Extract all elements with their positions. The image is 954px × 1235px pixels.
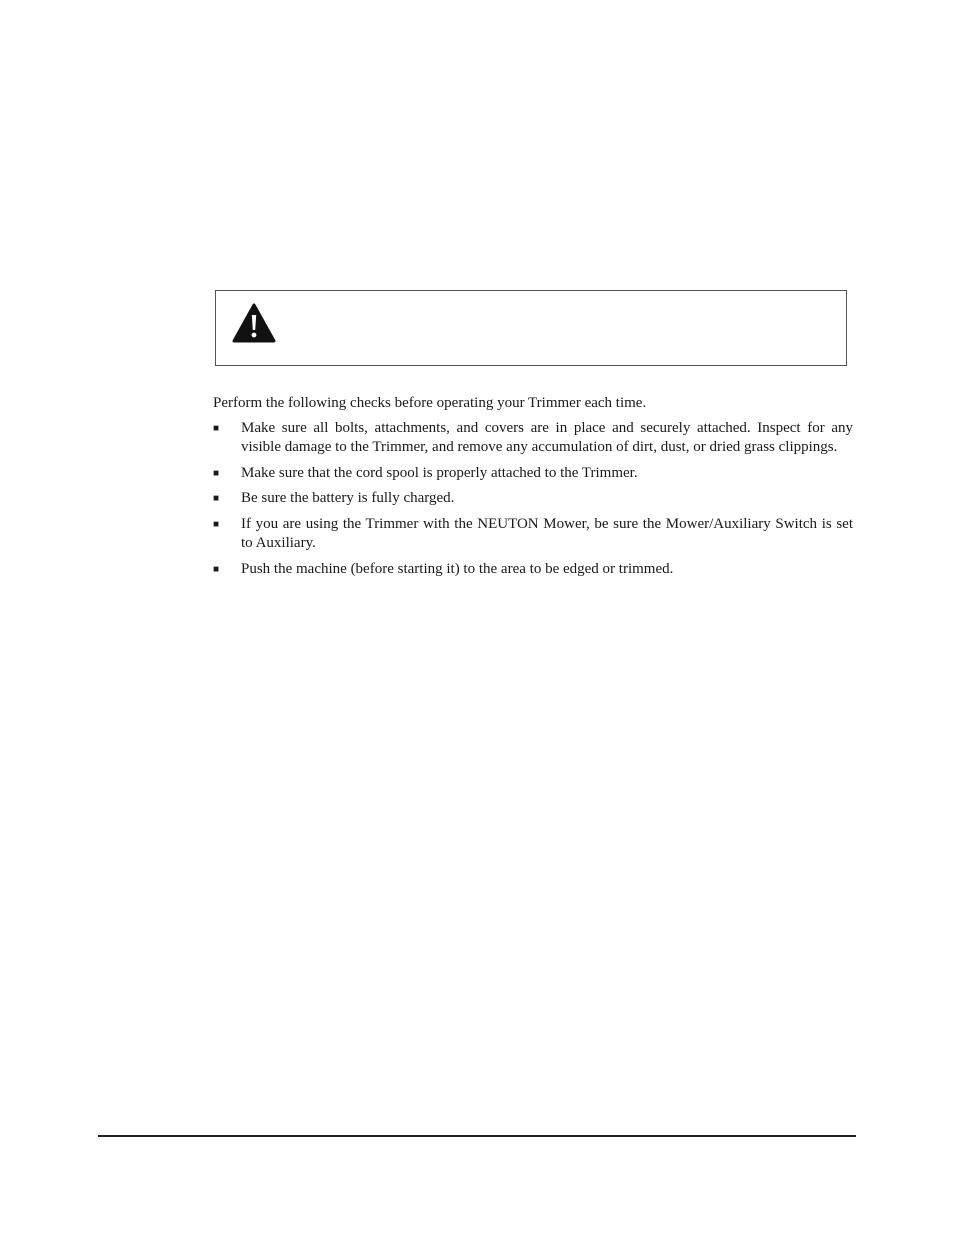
list-item <box>213 419 853 458</box>
warning-box <box>215 290 847 366</box>
list-item <box>213 489 853 509</box>
list-item-text: If you are using the Trimmer with the NEUTON Mower, be sure the Mower/Auxiliary Switch is set to Auxiliary. <box>241 515 853 551</box>
bullet-square-icon: ■ <box>213 467 220 479</box>
bullet-square-icon: ■ <box>213 422 220 434</box>
checks-list <box>213 419 853 580</box>
bullet-square-icon: ■ <box>213 493 220 504</box>
bullet-square-icon: ■ <box>213 518 220 530</box>
list-item-text: Be sure the battery is fully charged. <box>241 490 455 506</box>
list-item-text: Make sure all bolts, attachments, and covers are in place and securely attached. Inspect for any visible damage to the Trimmer, and remove any accumulation of dirt, dust, or dried grass clippings. <box>241 419 853 455</box>
intro-text: Perform the following checks before operating your Trimmer each time. <box>213 395 647 411</box>
pre-operation-checks <box>213 394 853 585</box>
list-item <box>213 560 853 580</box>
list-item-text: Push the machine (before starting it) to the area to be edged or trimmed. <box>241 560 674 577</box>
bullet-square-icon: ■ <box>213 563 220 575</box>
list-item <box>213 515 853 554</box>
list-item-text: Make sure that the cord spool is properly attached to the Trimmer. <box>241 464 638 481</box>
list-item <box>213 464 853 484</box>
footer-divider <box>98 1135 856 1137</box>
warning-triangle-icon <box>232 303 276 343</box>
